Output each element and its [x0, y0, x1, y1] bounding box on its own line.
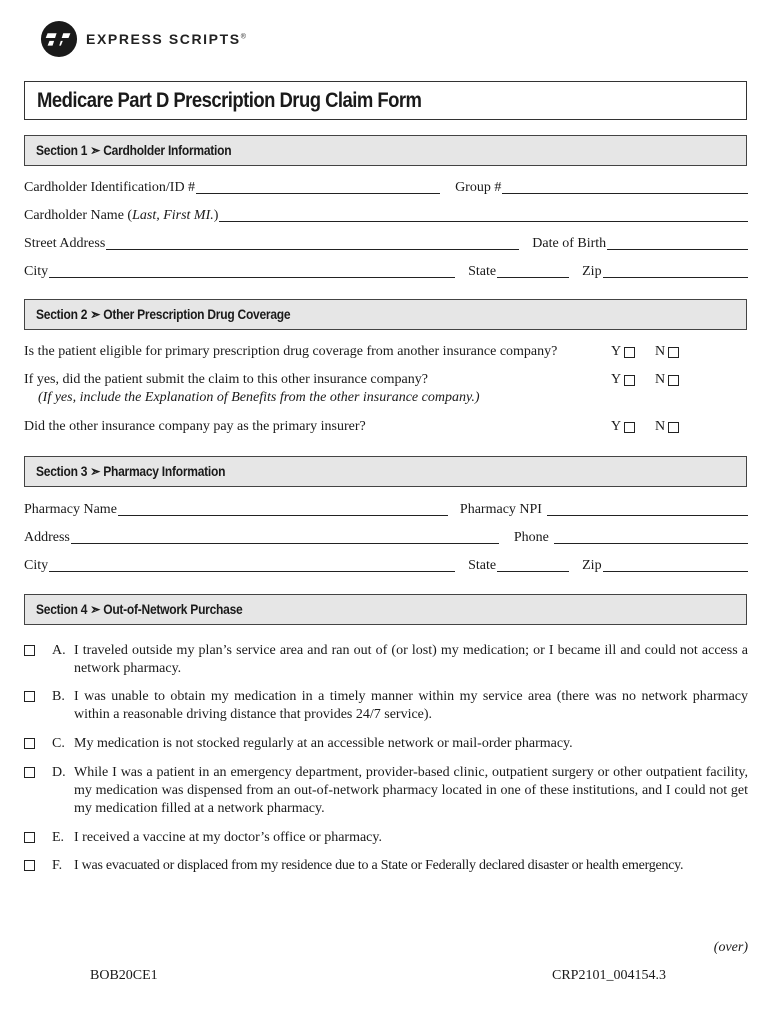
pharmacy-city-state-zip-row [24, 556, 748, 574]
street-address-row [24, 234, 748, 252]
section-1-header: Section 1 ➣ Cardholder Information [24, 135, 747, 166]
pharmacy-phone-field[interactable] [554, 531, 748, 544]
pharmacy-npi-label: Pharmacy NPI [459, 502, 542, 517]
reason-item-c: C. My medication is not stocked regularly at an accessible network or mail-order pharmacy. [24, 735, 748, 753]
reason-e-checkbox[interactable] [24, 832, 35, 843]
q3-yes-option: Y [611, 419, 635, 435]
date-of-birth-field[interactable] [607, 237, 748, 250]
q2-no-option: N [655, 372, 679, 388]
reason-c-text: My medication is not stocked regularly at an accessible network or mail-order pharmacy. [74, 736, 573, 751]
reason-e-text: I received a vaccine at my doctor’s office or pharmacy. [74, 830, 382, 845]
section-4-header: Section 4 ➣ Out-of-Network Purchase [24, 594, 747, 625]
logo-text: EXPRESS SCRIPTS® [86, 31, 248, 47]
express-scripts-logo [40, 20, 247, 58]
pharmacy-state-field[interactable] [497, 559, 569, 572]
reason-item-a: A. I traveled outside my plan’s service area and ran out of (or lost) my medication; or I became ill and could not access a network pharmacy. [24, 642, 748, 678]
state-field[interactable] [497, 265, 569, 278]
pharmacy-address-label: Address [24, 530, 70, 545]
reason-a-checkbox[interactable] [24, 645, 35, 656]
group-label: Group # [455, 180, 502, 195]
reason-b-text: I was unable to obtain my medication in a timely manner within my service area (there was no network pharmacy within a reasonable driving distance that provides 24/7 service). [74, 689, 748, 722]
reason-item-d: D. While I was a patient in an emergency department, provider-based clinic, outpatient surgery or other outpatient facility, my medication was dispensed from an out-of-network pharmacy located in one of these institutions, and I could not get my medication filled at a network pharmacy. [24, 764, 748, 818]
reason-a-text: I traveled outside my plan’s service area and ran out of (or lost) my medication; or I became ill and could not access a network pharmacy. [74, 643, 748, 676]
zip-label: Zip [582, 264, 602, 279]
pharmacy-address-field[interactable] [71, 531, 499, 544]
q3-no-option: N [655, 419, 679, 435]
section-3-header: Section 3 ➣ Pharmacy Information [24, 456, 747, 487]
form-title: Medicare Part D Prescription Drug Claim Form [37, 88, 422, 112]
question-other-paid-primary: Did the other insurance company pay as the primary insurer? [24, 419, 366, 434]
q3-no-checkbox[interactable] [668, 422, 679, 433]
street-address-field[interactable] [106, 237, 519, 250]
cardholder-id-label: Cardholder Identification/ID # [24, 180, 196, 195]
q1-no-checkbox[interactable] [668, 347, 679, 358]
q2-yes-option: Y [611, 372, 635, 388]
pharmacy-state-label: State [468, 558, 497, 573]
zip-field[interactable] [603, 265, 748, 278]
q1-yes-option: Y [611, 344, 635, 360]
footer-left-code: BOB20CE1 [90, 968, 158, 983]
street-address-label: Street Address [24, 236, 106, 251]
pharmacy-address-row [24, 528, 748, 546]
express-scripts-logo-mark-icon [40, 20, 78, 58]
footer-right-code: CRP2101_004154.3 [552, 968, 666, 983]
reason-item-e: E. I received a vaccine at my doctor’s office or pharmacy. [24, 829, 748, 847]
question-submitted-other-insurer: If yes, did the patient submit the claim to this other insurance company? [24, 372, 428, 387]
pharmacy-phone-label: Phone [513, 530, 549, 545]
reason-item-b: B. I was unable to obtain my medication in a timely manner within my service area (there was no network pharmacy within a reasonable driving distance that provides 24/7 service). [24, 688, 748, 724]
q3-yes-checkbox[interactable] [624, 422, 635, 433]
reason-d-text: While I was a patient in an emergency department, provider-based clinic, outpatient surgery or other outpatient facility, my medication was dispensed from an out-of-network pharmacy located in one of these institutions, and I could not get my medication filled at a network pharmacy. [74, 765, 748, 816]
pharmacy-npi-field[interactable] [547, 503, 748, 516]
pharmacy-zip-label: Zip [582, 558, 602, 573]
city-state-zip-row [24, 262, 748, 280]
reason-f-text: I was evacuated or displaced from my residence due to a State or Federally declared disaster or health emergency. [74, 858, 684, 873]
pharmacy-name-field[interactable] [118, 503, 448, 516]
city-field[interactable] [49, 265, 455, 278]
form-title-box [24, 81, 747, 120]
q2-yes-checkbox[interactable] [624, 375, 635, 386]
date-of-birth-label: Date of Birth [532, 236, 607, 251]
pharmacy-city-field[interactable] [49, 559, 455, 572]
group-field[interactable] [502, 181, 748, 194]
cardholder-id-field[interactable] [196, 181, 440, 194]
reason-c-checkbox[interactable] [24, 738, 35, 749]
cardholder-name-row [24, 206, 748, 224]
question-eligible-other-coverage: Is the patient eligible for primary prescription drug coverage from another insurance company? [24, 344, 558, 359]
q2-no-checkbox[interactable] [668, 375, 679, 386]
reason-b-checkbox[interactable] [24, 691, 35, 702]
q1-yes-checkbox[interactable] [624, 347, 635, 358]
reason-d-checkbox[interactable] [24, 767, 35, 778]
pharmacy-name-row [24, 500, 748, 518]
cardholder-name-field[interactable] [219, 209, 748, 222]
section-2-header: Section 2 ➣ Other Prescription Drug Coverage [24, 299, 747, 330]
pharmacy-name-label: Pharmacy Name [24, 502, 117, 517]
eob-note: (If yes, include the Explanation of Benefits from the other insurance company.) [38, 390, 480, 405]
pharmacy-zip-field[interactable] [603, 559, 748, 572]
cardholder-name-label: Cardholder Name (Last, First MI.) [24, 208, 219, 223]
reason-item-f: F. I was evacuated or displaced from my residence due to a State or Federally declared disaster or health emergency. [24, 857, 748, 875]
over-note: (over) [713, 940, 748, 955]
city-label: City [24, 264, 49, 279]
pharmacy-city-label: City [24, 558, 49, 573]
cardholder-id-row [24, 178, 748, 196]
state-label: State [468, 264, 497, 279]
reason-f-checkbox[interactable] [24, 860, 35, 871]
q1-no-option: N [655, 344, 679, 360]
